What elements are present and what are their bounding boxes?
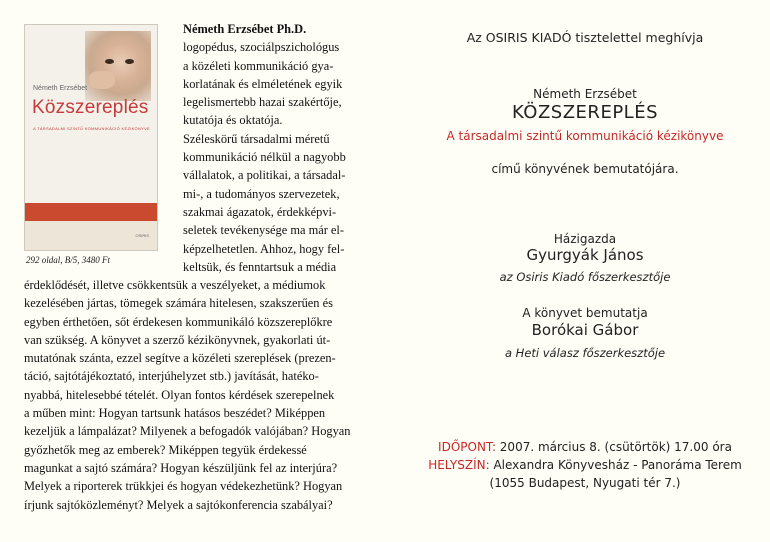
cover-publisher: OSIRIS [135, 233, 149, 238]
host-role: az Osiris Kiadó főszerkesztője [499, 270, 671, 284]
text-line: nyabbá, hitelesebbé tételét. Olyan fontos kérdések szerepelnek [24, 387, 335, 402]
cover-photo [85, 31, 151, 101]
time-value: 2007. március 8. (csütörtök) 17.00 óra [495, 440, 732, 454]
text-line: vállalatok, a politikai, a társadal- [183, 168, 346, 183]
host-name: Gyurgyák János [526, 246, 644, 264]
cover-title: Közszereplés [32, 97, 149, 118]
text-line: mutatónak szánta, ezzel segítve a közéleti szereplések (prezen- [24, 351, 336, 366]
book-cover-image [24, 24, 158, 251]
text-line: korlatának és elméletének egyik [183, 76, 343, 91]
host-label: Házigazda [553, 232, 617, 246]
text-line: táció, sajtótájékoztató, interjúhelyzet stb.) javítását, hatéko- [24, 369, 319, 384]
invitation-author: Németh Erzsébet [533, 87, 637, 101]
invitation-book-title: KÖZSZEREPLÉS [511, 102, 658, 123]
presenter-role: a Heti válasz főszerkesztője [504, 346, 666, 360]
text-line: van szükség. A könyvet a szerző kézikönyvnek, gyakorlati út- [24, 332, 331, 347]
text-line: kezelésében jártas, tömegek számára hitelesen, szakszerűen és [24, 296, 333, 311]
text-line: mi-, a tudományos szervezetek, [183, 186, 340, 201]
description-top [183, 20, 346, 276]
text-line: írjunk sajtóközleményt? Melyek a sajtókonferencia szabályai? [24, 497, 333, 512]
event-address: (1055 Budapest, Nyugati tér 7.) [489, 476, 681, 490]
text-line: Széleskörű társadalmi méretű [183, 131, 330, 146]
event-time [400, 440, 770, 454]
cover-band [25, 203, 157, 221]
cover-subtitle: A TÁRSADALMI SZINTŰ KOMMUNIKÁCIÓ KÉZIKÖNYVE [33, 126, 151, 131]
invitation-intro: Az OSIRIS KIADÓ tisztelettel meghívja [466, 30, 704, 45]
presenter-name: Borókai Gábor [531, 321, 639, 339]
text-line: legelismertebb hazai szakértője, [183, 95, 342, 110]
cover-photo-eye [125, 59, 134, 64]
text-line: a közéleti kommunikáció gya- [183, 58, 334, 73]
place-label: HELYSZÍN: [428, 458, 490, 472]
text-line: kommunikáció nélkül a nagyobb [183, 150, 346, 165]
text-line: egyben érthetően, sőt érdekesen kommunikáló közszereplőkre [24, 314, 333, 329]
text-line: keltsük, és fenntartsuk a média [183, 259, 337, 274]
place-value: Alexandra Könyvesház - Panoráma Terem [489, 458, 742, 472]
text-line: szakmai ágazatok, érdekképvi- [183, 204, 337, 219]
text-line: kutatója és oktatója. [183, 113, 283, 128]
description-bottom [24, 276, 351, 514]
text-line: kezeljük a lámpalázat? Milyenek a befogadók valójában? Hogyan [24, 424, 351, 439]
description-author: Németh Erzsébet Ph.D. [183, 22, 307, 36]
text-line: a műben mint: Hogyan tartsunk hatásos beszédet? Miképpen [24, 406, 326, 421]
text-line: győzhetők meg az emberek? Miképpen tegyük érdekessé [24, 442, 307, 457]
text-line: Melyek a riporterek trükkjei és hogyan védekezhetünk? Hogyan [24, 479, 343, 494]
time-label: IDŐPONT: [438, 440, 496, 454]
cover-author: Németh Erzsébet [33, 85, 88, 92]
invitation-book-subtitle: A társadalmi szintű kommunikáció kézikönyve [446, 129, 724, 143]
cover-photo-hand [89, 71, 115, 89]
invitation-phrase: című könyvének bemutatójára. [491, 162, 679, 176]
text-line: logopédus, szociálpszichológus [183, 40, 340, 55]
text-line: érdeklődését, illetve csökkentsük a veszélyeket, a médiumok [24, 278, 326, 292]
book-caption: 292 oldal, B/5, 3480 Ft [26, 255, 110, 265]
text-line: képzelhetetlen. Ahhoz, hogy fel- [183, 241, 345, 256]
text-line: magunkat a sajtó számára? Hogyan készüljünk fel az interjúra? [24, 460, 338, 475]
cover-photo-eye [105, 59, 114, 64]
presenter-label: A könyvet bemutatja [522, 306, 648, 320]
event-place [400, 458, 770, 472]
text-line: seletek tevékenysége ma már el- [183, 223, 344, 238]
